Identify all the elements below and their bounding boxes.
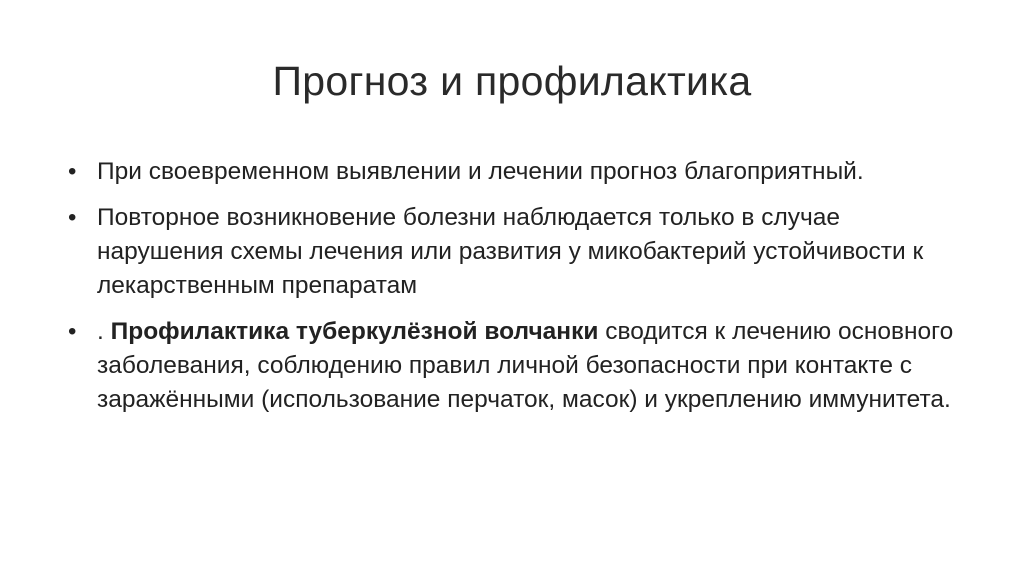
bullet-text	[97, 315, 968, 417]
slide-title: Прогноз и профилактика	[272, 58, 752, 104]
bullet-prefix: .	[97, 318, 111, 345]
bullet-bold-term: Профилактика туберкулёзной волчанки	[110, 318, 599, 345]
bullet-dot-icon: •	[68, 158, 77, 185]
bullet-list	[68, 155, 968, 429]
bullet-item-recurrence	[68, 201, 968, 303]
bullet-item-prevention	[68, 315, 968, 417]
bullet-rest: сводится к лечению основного заболевания, соблюдению правил личной безопасности при контакте с заражёнными (использование перчаток, масок) и укреплению иммунитета.	[97, 318, 954, 413]
bullet-dot-icon: •	[68, 318, 77, 345]
bullet-text: При своевременном выявлении и лечении прогноз благоприятный.	[97, 158, 864, 185]
bullet-dot-icon: •	[68, 204, 77, 231]
bullet-text: Повторное возникновение болезни наблюдается только в случае нарушения схемы лечения или развития у микобактерий устойчивости к лекарственным препаратам	[97, 204, 924, 299]
bullet-item-prognosis	[68, 155, 968, 189]
